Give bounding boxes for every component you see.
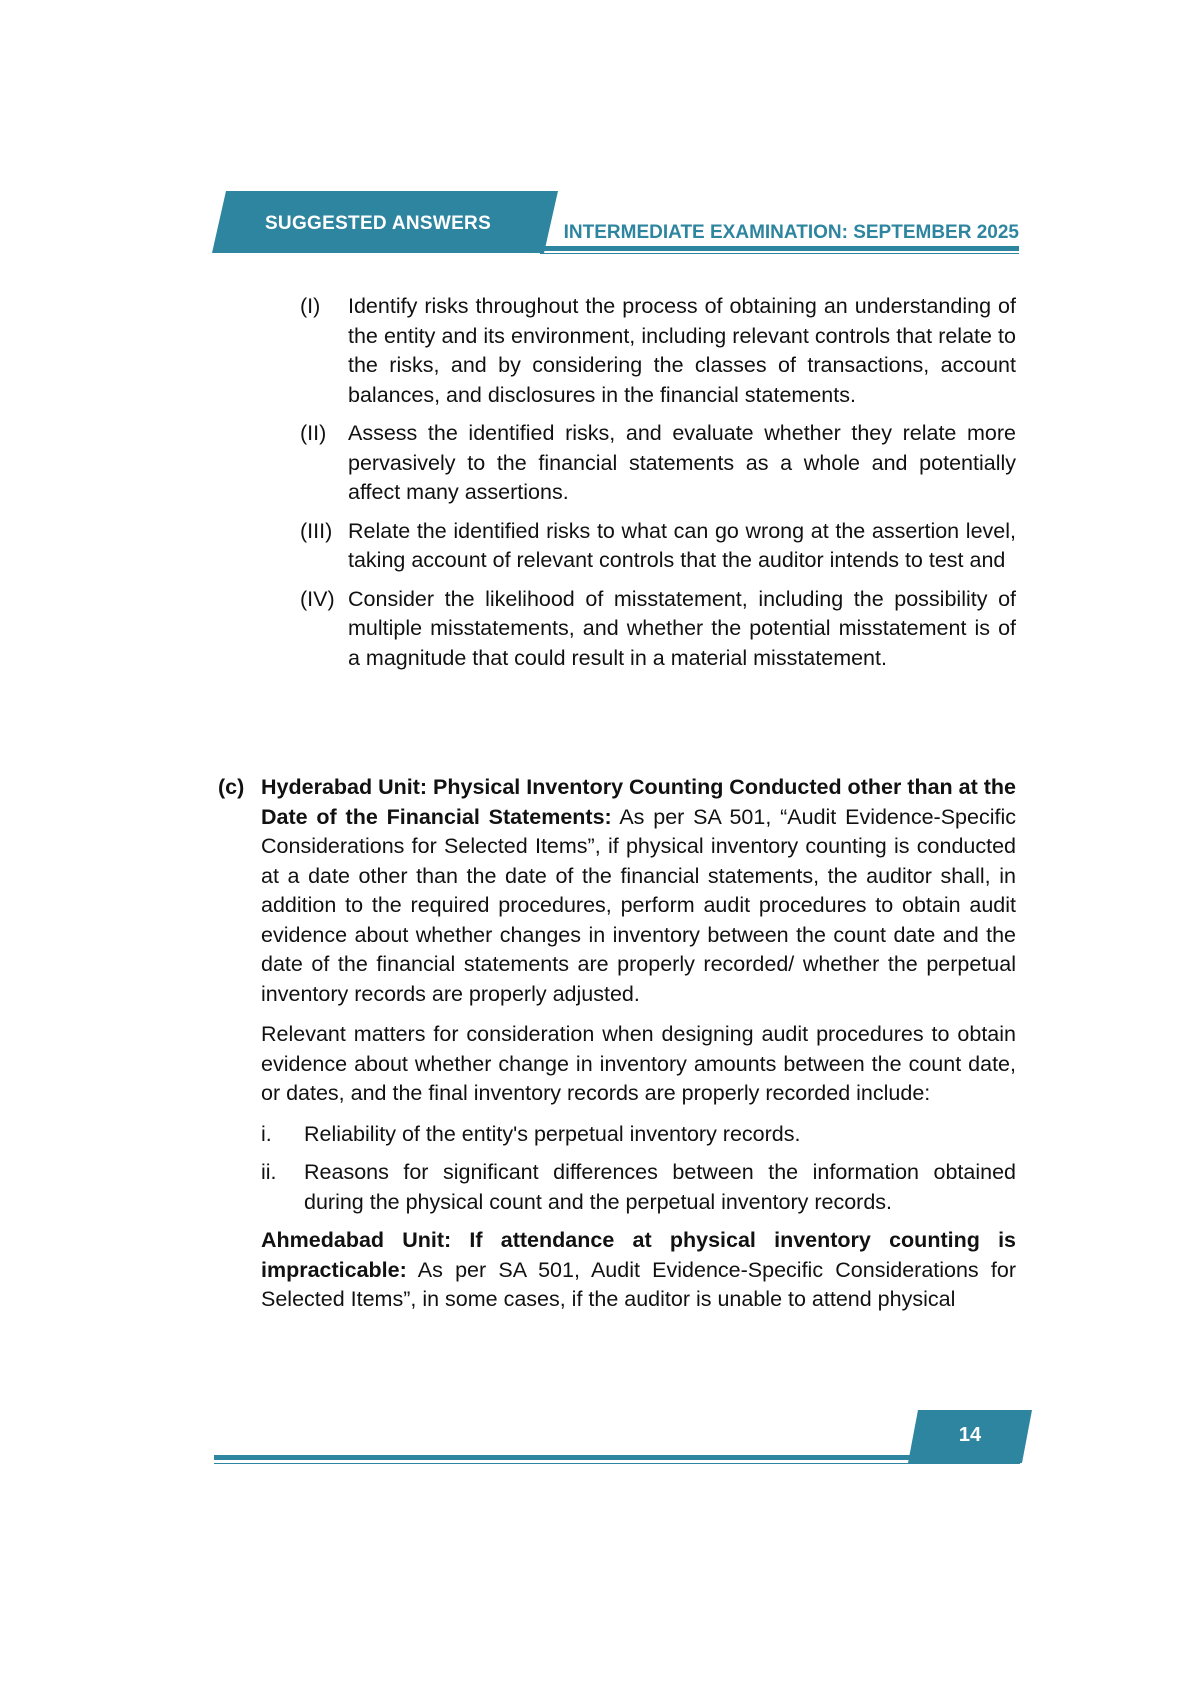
footer-rule-thin	[214, 1463, 1020, 1464]
list-item-number: (I)	[300, 294, 321, 318]
section-c-body	[261, 773, 1016, 1315]
hyderabad-paragraph	[261, 773, 1016, 1009]
list-item-text: Reliability of the entity's perpetual inventory records.	[304, 1121, 801, 1146]
list-item	[300, 419, 1016, 508]
list-item	[261, 1120, 1016, 1150]
page-number-tab	[908, 1410, 1032, 1463]
list-item-text: Consider the likelihood of misstatement, including the possibility of multiple misstatements, and whether the potential misstatement is of a magnitude that could result in a material misstatement.	[348, 586, 1016, 670]
list-item-text: Relate the identified risks to what can go wrong at the assertion level, taking account of relevant controls that the auditor intends to test and	[348, 518, 1016, 572]
section-label: (c)	[218, 775, 245, 799]
list-item-text: Assess the identified risks, and evaluate whether they relate more pervasively to the financial statements as a whole and potentially affect many assertions.	[348, 421, 1016, 504]
list-item	[300, 292, 1016, 410]
relevant-matters-paragraph: Relevant matters for consideration when designing audit procedures to obtain evidence about whether change in inventory amounts between the count date, or dates, and the final inventory records are properly recorded include:	[261, 1022, 1016, 1105]
list-item-text: Reasons for significant differences between the information obtained during the physical count and the perpetual inventory records.	[304, 1160, 1016, 1214]
ahmedabad-heading: Ahmedabad Unit: If attendance at physical inventory counting is impracticable:	[261, 1228, 1016, 1282]
header-left-label: SUGGESTED ANSWERS	[264, 213, 492, 234]
list-item	[261, 1158, 1016, 1217]
page-number: 14	[958, 1424, 982, 1446]
ahmedabad-text: As per SA 501, Audit Evidence-Specific Considerations for Selected Items”, in some cases, if the auditor is unable to attend physical	[261, 1257, 1016, 1311]
list-item-number: (IV)	[300, 586, 335, 611]
header-rule	[540, 246, 1019, 251]
ahmedabad-paragraph	[261, 1226, 1016, 1315]
list-item	[300, 517, 1016, 576]
section-c	[218, 773, 1016, 1326]
hyderabad-text: As per SA 501, “Audit Evidence-Specific Considerations for Selected Items”, if physical inventory counting is conducted at a date other than the date of the financial statements, the auditor shall, in addition to the required procedures, perform audit procedures to obtain audit evidence about whether changes in inventory between the count date and the date of the financial statements are properly recorded/ whether the perpetual inventory records are properly adjusted.	[261, 804, 1016, 1006]
header-exam-title: INTERMEDIATE EXAMINATION: SEPTEMBER 2025	[563, 222, 1019, 243]
header-rule-thin	[540, 253, 1019, 254]
header-tab	[212, 191, 558, 253]
hyderabad-heading: Hyderabad Unit: Physical Inventory Counting Conducted other than at the Date of the Financial Statements:	[261, 775, 1016, 829]
list-item	[300, 585, 1016, 674]
list-item-number: (II)	[300, 421, 327, 445]
list-item-number: i.	[261, 1121, 272, 1146]
list-item-number: ii.	[261, 1160, 277, 1184]
list-item-number: (III)	[300, 518, 333, 543]
footer-rule	[214, 1455, 1020, 1460]
list-item-text: Identify risks throughout the process of obtaining an understanding of the entity and its environment, including relevant controls that relate to the risks, and by considering the classes of transactions, account balances, and disclosures in the financial statements.	[348, 294, 1016, 407]
risk-procedures-list	[300, 292, 1016, 682]
